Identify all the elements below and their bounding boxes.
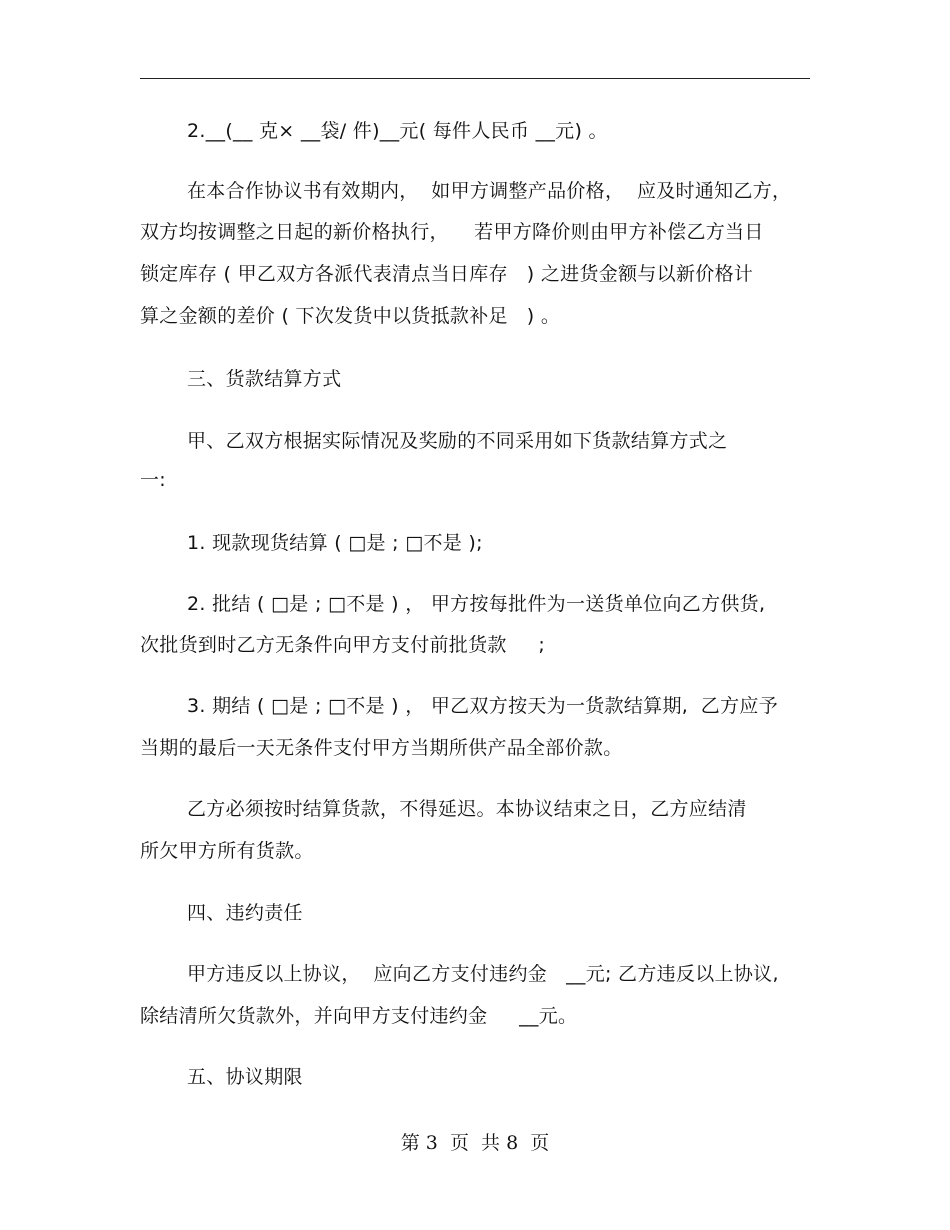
paragraph-line: 双方均按调整之日起的新价格执行， 若甲方降价则由甲方补偿乙方当日	[140, 221, 764, 243]
paragraph-line: 乙方必须按时结算货款，不得延迟。本协议结束之日，乙方应结清	[187, 798, 747, 820]
header-rule	[140, 78, 810, 79]
section-heading-liability: 四、违约责任	[187, 902, 303, 924]
paragraph-line: 当期的最后一天无条件支付甲方当期所供产品全部价款。	[140, 737, 623, 759]
paragraph-line: 甲方违反以上协议， 应向乙方支付违约金 __元; 乙方违反以上协议,	[187, 963, 779, 985]
paragraph-line: 所欠甲方所有货款。	[140, 840, 314, 862]
price-item-line: 2.__(__ 克× __袋/ 件)__元( 每件人民币 __元) 。	[187, 120, 608, 142]
paragraph-line: 甲、乙双方根据实际情况及奖励的不同采用如下货款结算方式之	[187, 430, 728, 452]
section-heading-term: 五、协议期限	[187, 1066, 303, 1088]
option-batch: 2. 批结 ( □是 ; □不是 ) ， 甲方按每批件为一送货单位向乙方供货,	[187, 593, 766, 615]
paragraph-line: 在本合作协议书有效期内， 如甲方调整产品价格， 应及时通知乙方，	[187, 180, 792, 202]
paragraph-line: 锁定库存 ( 甲乙双方各派代表清点当日库存 ) 之进货金额与以新价格计	[140, 263, 754, 285]
paragraph-line: 算之金额的差价 ( 下次发货中以货抵款补足 ) 。	[140, 305, 561, 327]
paragraph-line: 除结清所欠货款外，并向甲方支付违约金 __元。	[140, 1005, 578, 1027]
page-number: 第 3 页 共 8 页	[400, 1132, 550, 1154]
option-cash: 1. 现款现货结算 ( □是 ; □不是 );	[187, 532, 483, 554]
paragraph-line: 次批货到时乙方无条件向甲方支付前批货款 ;	[140, 634, 546, 656]
paragraph-line: 一:	[140, 469, 167, 491]
section-heading-payment: 三、货款结算方式	[187, 368, 342, 390]
option-period: 3. 期结 ( □是 ; □不是 ) ， 甲乙双方按天为一货款结算期, 乙方应予	[187, 695, 778, 717]
